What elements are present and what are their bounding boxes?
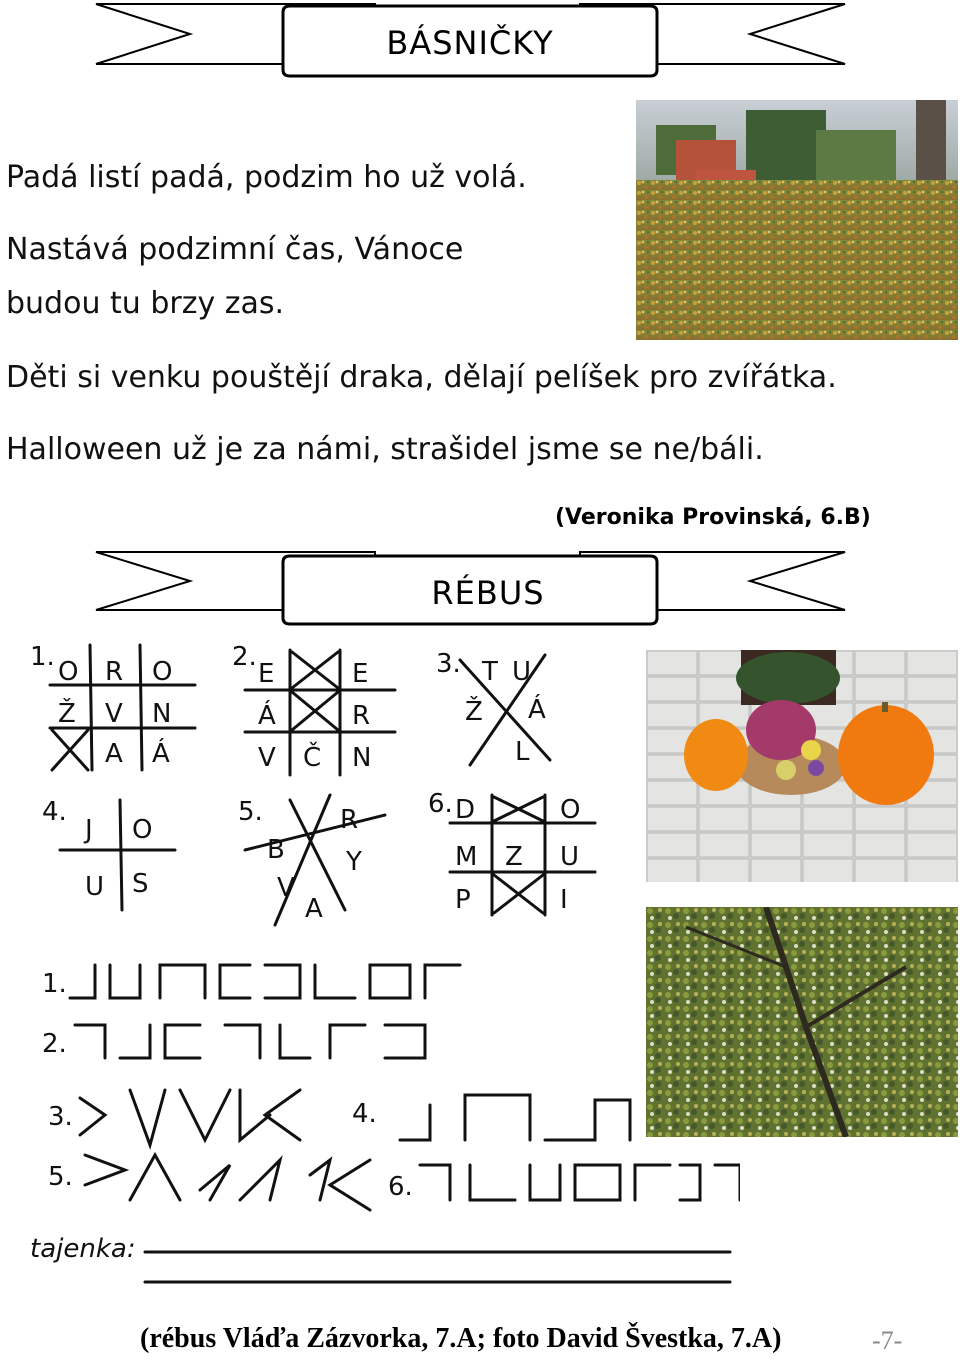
- grid2-number: 2.: [232, 642, 257, 672]
- grid3-letter: Á: [528, 695, 546, 725]
- grid4-number: 4.: [42, 797, 67, 827]
- poem-line-4: Děti si venku pouštějí draka, dělají pelíšek pro zvířátka.: [6, 360, 837, 395]
- grid6-number: 6.: [428, 789, 453, 819]
- poem-line-3: budou tu brzy zas.: [6, 286, 285, 321]
- grid2-letter: Č: [303, 743, 322, 773]
- grid5-letter: R: [340, 805, 359, 835]
- pumpkins-photo: [646, 650, 958, 882]
- grid4-letter: U: [85, 872, 105, 902]
- grid6-letter: P: [455, 885, 471, 915]
- grid2-letter: E: [352, 659, 369, 689]
- grid3-letter: L: [515, 737, 530, 767]
- grid2-letter: Á: [258, 701, 276, 731]
- banner-title-basnicky: BÁSNIČKY: [386, 24, 554, 62]
- grid1-letter: N: [152, 699, 172, 729]
- grid6-letter: I: [560, 885, 568, 915]
- page-number: -7-: [872, 1326, 903, 1355]
- row-number: 3.: [48, 1102, 73, 1132]
- poem-line-1: Padá listí padá, podzim ho už volá.: [6, 160, 527, 195]
- row-number: 4.: [352, 1099, 377, 1129]
- row-number: 6.: [388, 1172, 413, 1202]
- rebus-puzzle: [0, 620, 740, 1300]
- grid2-letter: R: [352, 701, 371, 731]
- grid5-letter: A: [305, 894, 323, 924]
- photo-credit: (rébus Vláďa Zázvorka, 7.A; foto David Švestka, 7.A): [140, 1323, 782, 1354]
- grid3-number: 3.: [436, 649, 461, 679]
- autumn-lawn-photo: [636, 100, 958, 340]
- grid3-letter: Ž: [465, 697, 483, 727]
- poem-line-5: Halloween už je za námi, strašidel jsme se ne/báli.: [6, 432, 764, 467]
- grid6-letter: U: [560, 842, 580, 872]
- grid1-letter: O: [58, 657, 79, 687]
- grid6-letter: Z: [505, 842, 523, 872]
- grid3-letter: U: [512, 657, 532, 687]
- grid3-letter: T: [482, 657, 498, 687]
- grid2-letter: V: [258, 743, 276, 773]
- row-number: 2.: [42, 1029, 67, 1059]
- grid1-letter: R: [105, 657, 124, 687]
- grid1-letter: O: [152, 657, 173, 687]
- answer-label: tajenka:: [30, 1234, 136, 1264]
- row-number: 1.: [42, 969, 67, 999]
- grid5-letter: V: [277, 873, 295, 903]
- grid5-number: 5.: [238, 797, 263, 827]
- banner-title-rebus: RÉBUS: [431, 574, 545, 612]
- grid4-letter: J: [85, 815, 93, 845]
- grid6-letter: M: [455, 842, 478, 872]
- grid2-letter: E: [258, 659, 275, 689]
- grid1-letter: V: [105, 699, 123, 729]
- grid2-letter: N: [352, 743, 372, 773]
- grid4-letter: O: [132, 815, 153, 845]
- grid6-letter: D: [455, 795, 476, 825]
- grid5-letter: Y: [346, 847, 362, 877]
- grid5-letter: B: [267, 835, 285, 865]
- grid6-letter: O: [560, 795, 581, 825]
- grid1-letter: A: [105, 739, 123, 769]
- tree-photo: [646, 907, 958, 1137]
- grid1-letter: Á: [152, 739, 170, 769]
- grid4-letter: S: [132, 869, 149, 899]
- grid1-letter: Ž: [58, 699, 76, 729]
- poem-author: (Veronika Provinská, 6.B): [555, 505, 871, 530]
- poem-line-2: Nastává podzimní čas, Vánoce: [6, 232, 464, 267]
- row-number: 5.: [48, 1162, 73, 1192]
- grid1-number: 1.: [30, 642, 55, 672]
